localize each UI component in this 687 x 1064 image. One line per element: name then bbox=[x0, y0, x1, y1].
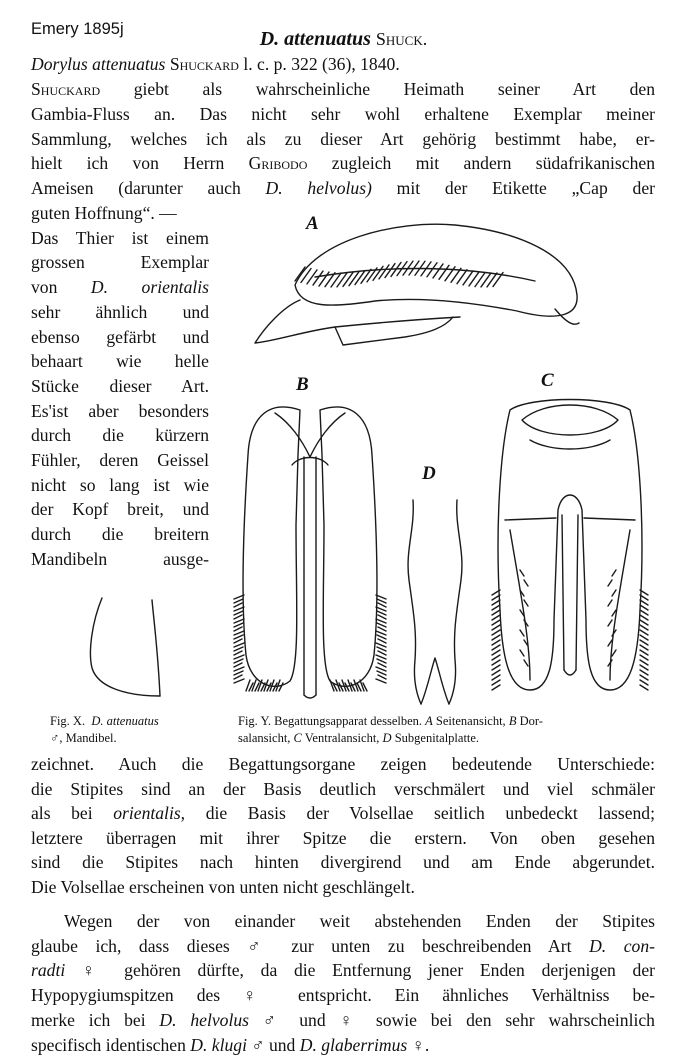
text-span: Es'ist aber besonders bbox=[31, 400, 209, 421]
text-line bbox=[31, 777, 655, 801]
figure-label-c: C bbox=[541, 370, 554, 391]
text-span: specifisch identischen bbox=[31, 1034, 191, 1055]
text-span: D. orientalis bbox=[90, 277, 209, 298]
text-span: D. helvolus) bbox=[265, 178, 372, 199]
caption-x-fig-label: Fig. X. bbox=[50, 714, 86, 728]
citation-author: Shuckard bbox=[169, 54, 239, 74]
caption-y-b-desc: Dor- bbox=[516, 714, 543, 728]
text-span: radti bbox=[31, 960, 66, 981]
text-line bbox=[31, 1033, 655, 1057]
text-span: sehr ähnlich und bbox=[31, 301, 209, 322]
text-span: Gambia-Fluss an. Das nicht sehr wohl erhaltene Exemplar meiner bbox=[31, 103, 655, 124]
figure-label-d: D bbox=[422, 463, 436, 484]
caption-y-d: D bbox=[382, 731, 392, 745]
citation-reference: l. c. p. 322 (36), 1840. bbox=[243, 54, 400, 74]
text-span: Wegen der von einander weit abstehenden Enden der Stipites bbox=[64, 911, 655, 931]
wrapped-text-line bbox=[31, 300, 209, 324]
wrapped-text-line bbox=[31, 226, 209, 250]
figure-b-dorsal-view bbox=[230, 395, 390, 715]
heading-species-name: D. attenuatus bbox=[259, 28, 371, 50]
text-line bbox=[31, 1008, 655, 1032]
text-span: durch die breitern bbox=[31, 524, 209, 545]
text-line bbox=[31, 909, 655, 933]
text-span: Fühler, deren Geissel bbox=[31, 450, 209, 470]
text-line bbox=[31, 850, 655, 874]
caption-y-d-desc: Subgenitalplatte. bbox=[391, 731, 480, 745]
wrapped-text-line bbox=[31, 250, 209, 274]
wrapped-text-line bbox=[31, 201, 177, 225]
wrapped-text-line bbox=[31, 448, 209, 472]
caption-fig-y bbox=[238, 713, 543, 747]
figure-c-ventral-view bbox=[490, 390, 650, 710]
text-span: merke ich bei bbox=[31, 1009, 160, 1030]
caption-y-c-desc: Ventralansicht, bbox=[301, 731, 383, 745]
text-span: die Basis der Volsellae seitlich unbedeckt lassend; bbox=[185, 803, 655, 824]
citation-line bbox=[31, 52, 400, 76]
caption-x-species: D. attenuatus bbox=[91, 714, 159, 728]
text-span: glaube ich, dass dieses ♂ zur unten zu beschreibenden Art bbox=[31, 935, 590, 956]
text-line bbox=[31, 801, 655, 825]
heading-author: Shuck. bbox=[375, 29, 428, 49]
wrapped-text-line bbox=[31, 374, 209, 398]
text-line bbox=[31, 958, 655, 982]
text-line bbox=[31, 77, 655, 101]
figure-label-a: A bbox=[306, 213, 319, 234]
text-span: Gribodo bbox=[248, 153, 308, 174]
caption-x-sex: ♂ bbox=[50, 731, 60, 745]
text-line bbox=[31, 934, 655, 958]
text-span: behaart wie helle bbox=[31, 351, 209, 372]
citation-species: Dorylus attenuatus bbox=[31, 54, 166, 74]
text-span: zugleich mit andern südafrikanischen bbox=[307, 153, 655, 174]
text-span: nicht so lang ist wie bbox=[31, 474, 209, 495]
text-line bbox=[31, 102, 655, 126]
reference-stamp: Emery 1895j bbox=[31, 20, 124, 38]
text-span: der Kopf breit, und bbox=[31, 499, 209, 520]
text-line bbox=[31, 875, 655, 899]
wrapped-text-line bbox=[31, 522, 209, 546]
wrapped-text-line bbox=[31, 473, 209, 497]
text-span: die Stipites sind an der Basis deutlich verschmälert und viel schmäler bbox=[31, 778, 655, 799]
figure-label-b: B bbox=[296, 374, 309, 395]
wrapped-text-line bbox=[31, 399, 209, 423]
text-span: D. helvolus bbox=[159, 1009, 249, 1030]
caption-y-b: B bbox=[508, 714, 517, 728]
text-span: Sammlung, welches ich als zu dieser Art gehörig bestimmt habe, er- bbox=[31, 128, 655, 149]
text-span: Hypopygiumspitzen des ♀ entspricht. Ein ähnliches Verhältniss be- bbox=[31, 985, 655, 1006]
text-span: durch die kürzern bbox=[31, 425, 209, 446]
text-span: guten Hoffnung“. — bbox=[31, 203, 177, 223]
wrapped-text-line bbox=[31, 349, 209, 373]
text-span: grossen Exemplar bbox=[31, 252, 209, 273]
wrapped-text-line bbox=[31, 275, 209, 299]
text-line bbox=[31, 826, 655, 850]
text-span: zeichnet. Auch die Begattungsorgane zeigen bedeutende Unterschiede: bbox=[31, 754, 655, 774]
text-span: Stücke dieser Art. bbox=[31, 375, 209, 396]
text-span: hielt ich von Herrn bbox=[31, 153, 249, 174]
text-span: sind die Stipites nach hinten divergirend und am Ende abgerundet. bbox=[31, 852, 655, 873]
text-span: Ameisen (darunter auch bbox=[31, 178, 266, 199]
text-span: mit der Etikette „Cap der bbox=[371, 178, 656, 199]
figure-a-lateral-view bbox=[255, 215, 585, 365]
caption-y-line2: salansicht, bbox=[238, 731, 294, 745]
caption-y-a: A bbox=[425, 714, 433, 728]
caption-y-c: C bbox=[293, 731, 302, 745]
text-span: Mandibeln ausge- bbox=[31, 548, 209, 569]
wrapped-text-line bbox=[31, 497, 209, 521]
text-span: D. con- bbox=[589, 935, 656, 956]
text-line bbox=[31, 176, 655, 200]
text-span: von bbox=[31, 277, 91, 298]
figure-d-subgenital-plate bbox=[395, 490, 475, 710]
text-span: ♂ und ♀ sowie bei den sehr wahrscheinlich bbox=[248, 1009, 655, 1030]
caption-y-line1: Begattungsapparat desselben. bbox=[271, 714, 426, 728]
text-span: als bei bbox=[31, 803, 114, 824]
text-line bbox=[31, 127, 655, 151]
text-span: D. glaberrimus bbox=[299, 1034, 408, 1055]
text-span: ebenso gefärbt und bbox=[31, 326, 209, 347]
wrapped-text-line bbox=[31, 547, 209, 571]
caption-fig-x bbox=[50, 713, 159, 747]
text-span: giebt als wahrscheinliche Heimath seiner Art den bbox=[100, 79, 655, 99]
text-span: Die Volsellae erscheinen von unten nicht geschlängelt. bbox=[31, 877, 415, 897]
text-span: orientalis, bbox=[113, 803, 186, 824]
text-line bbox=[31, 752, 655, 776]
species-heading bbox=[0, 28, 687, 51]
caption-y-a-desc: Seitenansicht, bbox=[432, 714, 509, 728]
text-span: Das Thier ist einem bbox=[31, 227, 209, 248]
wrapped-text-line bbox=[31, 423, 209, 447]
text-span: letztere überragen mit ihrer Spitze die erstern. Von oben gesehen bbox=[31, 827, 655, 848]
text-line bbox=[31, 983, 655, 1007]
wrapped-text-line bbox=[31, 325, 209, 349]
text-span: Shuckard bbox=[31, 79, 101, 99]
text-span: ♀ gehören dürfte, da die Entfernung jener Enden derjenigen der bbox=[65, 960, 655, 981]
figure-x-mandible bbox=[80, 592, 170, 702]
text-line bbox=[31, 151, 655, 175]
caption-x-desc: , Mandibel. bbox=[59, 731, 117, 745]
text-span: ♂ und bbox=[246, 1034, 300, 1055]
text-span: ♀. bbox=[407, 1034, 430, 1055]
caption-y-fig-label: Fig. Y. bbox=[238, 714, 272, 728]
text-span: D. klugi bbox=[190, 1034, 247, 1055]
